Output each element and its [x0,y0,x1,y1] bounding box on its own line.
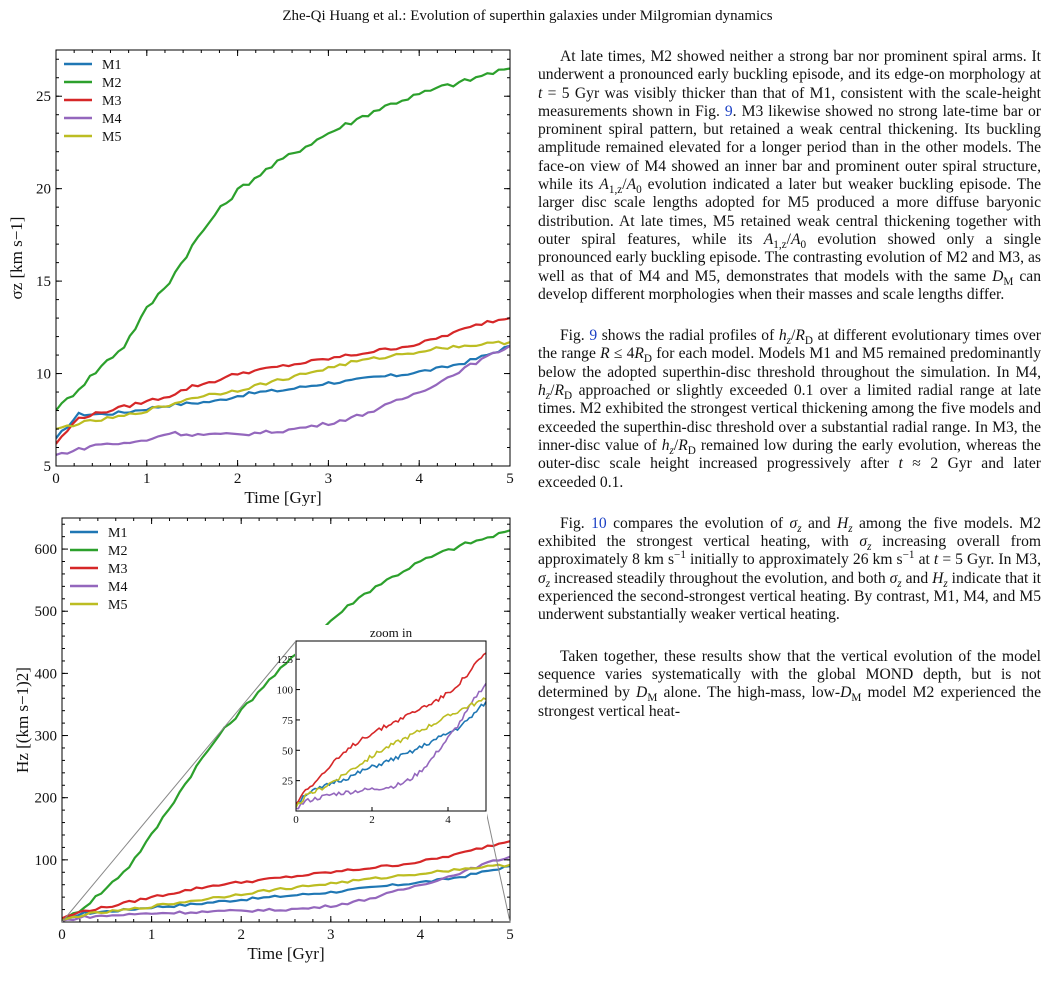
text-run: 0 [636,184,642,197]
text-run: / [673,436,679,454]
y-tick-label: 600 [34,542,57,559]
text-run: R [678,436,688,454]
text-run: at [914,551,934,569]
inset-y-tick-label: 50 [282,745,293,758]
legend-label-m4: M4 [102,112,122,127]
x-axis-label: Time [Gyr] [247,944,325,963]
text-run: z [867,541,872,554]
series-line-m2 [56,69,510,411]
inset-x-tick-label: 4 [445,814,451,826]
paragraph-heating [538,515,1041,625]
text-run: shows the radial profiles of [597,327,779,345]
text-run: h [778,327,787,345]
x-tick-label: 3 [327,927,335,943]
figure-10 [0,36,525,994]
plot-frame [56,50,510,466]
text-run: H [836,514,849,532]
text-run: A [599,176,609,194]
text-run: 0 [800,239,807,252]
inset-y-tick-label: 75 [282,714,293,727]
text-run: R [554,382,565,400]
text-run: increased steadily throughout the evolution, and both [550,569,890,587]
y-tick-label: 15 [36,274,51,291]
text-run: R [634,345,644,363]
legend-label-m4: M4 [108,580,128,595]
series-line-m5 [56,342,510,429]
text-run: R [600,345,610,363]
paragraph-scale-height [538,327,1041,492]
x-tick-label: 4 [416,927,425,943]
sigma-z-chart [0,36,525,506]
text-run: z [848,522,853,535]
text-run: R [795,327,805,345]
text-run: evolution indicated a later but weaker buckling episode. The larger disc scale lengths adopted for M5 produced a more diffuse baryonic distribution. At late times, M5 retained weak central thickening together with outer spiral features, while its [538,176,1041,248]
text-run: indicate that it experienced the second-strongest vertical heating. By contrast, M1, M4, and M5 underwent substantially weaker vertical heating. [538,569,1041,624]
x-tick-label: 0 [58,927,66,943]
x-tick-label: 3 [324,471,333,487]
text-run: D [636,684,648,702]
inset-x-tick-label: 2 [369,814,375,826]
text-run: increasing overall from approximately 8 km s [538,533,1041,569]
text-run: remained low during the early evolution, whereas the outer-disc scale height increased progressively after [538,436,1041,473]
text-run: for each model. Models M1 and M5 remained predominantly below the adopted superthin-disc threshold throughout the simulation. In M4, [538,345,1042,381]
text-run: alone. The high-mass, low- [657,684,841,702]
text-column [538,48,1041,744]
text-run: = 5 Gyr. In M3, [938,551,1041,569]
text-run: D [643,353,653,366]
inset-y-tick-label: 100 [276,684,293,697]
y-tick-label: 300 [34,728,57,745]
text-run: D [687,445,696,458]
text-run: M [647,692,658,705]
legend-label-m1: M1 [102,58,122,73]
legend-label-m1: M1 [108,526,128,541]
series-line-m3 [62,841,510,918]
inset-y-tick-label: 125 [276,654,293,667]
text-run: h [661,436,670,454]
text-run: z [797,522,802,535]
text-run: / [622,176,627,194]
inset-title: zoom in [369,625,413,640]
text-run: σ [859,533,868,551]
text-run: ≤ 4 [609,345,635,363]
paragraph-morphology [538,48,1041,304]
text-run: at different evolutionary times over the range [538,327,1041,363]
series-line-m1 [56,346,510,439]
text-run: . M3 likewise showed no strong late-time bar or prominent spiral pattern, but retained a weak central thickening. Its buckling amplitude remained elevated for a longer period than in the other models. The face-on view of M4 showed an inner bar and prominent outer spiral structure, while its [538,102,1041,194]
text-run: 1,z [773,239,787,252]
text-run: t [898,455,903,473]
text-run: z [943,577,948,590]
y-tick-label: 20 [36,181,51,198]
text-run: compares the evolution of [606,514,790,532]
text-run: evolution showed only a single pronounced early buckling episode. The contrasting evolution of M2 and M3, as well as that of M4 and M5, demonstrates that models with the same [538,230,1041,285]
series-line-m4 [56,346,510,455]
text-run: z [897,577,902,590]
running-title: Zhe-Qi Huang et al.: Evolution of superthin galaxies under Milgromian dynamics [282,8,773,24]
x-axis-label: Time [Gyr] [244,488,322,506]
y-tick-label: 5 [43,459,51,475]
x-tick-label: 5 [506,927,514,943]
y-axis-label: σz [km s−1] [7,216,26,300]
text-run: / [550,382,555,400]
text-run: z [786,335,792,348]
legend-label-m2: M2 [102,76,122,91]
hz-chart [0,510,525,980]
text-run: t [538,84,543,102]
inset-y-tick-label: 25 [282,775,293,788]
text-run: / [791,327,796,345]
y-tick-label: 10 [36,366,51,383]
text-run: D [840,684,852,702]
text-run: z [545,390,551,403]
text-run: initially to approximately 26 km s [685,551,903,569]
text-run: M [1003,275,1014,288]
legend-label-m3: M3 [108,562,128,577]
text-run: −1 [674,549,686,562]
text-run: D [564,390,573,403]
legend-label-m5: M5 [102,130,122,145]
x-tick-label: 2 [233,471,242,487]
text-run: σ [538,569,546,587]
text-run: At late times, M2 showed neither a strong bar nor prominent spiral arms. It underwent a pronounced early buckling episode, and its edge-on morphology at [538,48,1041,84]
text-run: and [801,514,837,532]
y-tick-label: 200 [34,790,57,807]
text-run: M [851,692,862,705]
text-run: ≈ 2 Gyr and later exceeded 0.1. [538,455,1041,491]
text-run: h [538,382,546,400]
x-tick-label: 1 [143,471,151,487]
legend-label-m2: M2 [108,544,128,559]
text-run: can develop different morphologies when their masses and scale lengths differ. [538,267,1041,303]
paragraph-conclusion [538,648,1041,721]
figure-ref-link[interactable]: 9 [724,102,733,120]
figure-ref-link[interactable]: 9 [589,327,598,345]
text-run: t [933,551,939,569]
text-run: and [901,569,933,587]
x-tick-label: 5 [506,471,514,487]
legend-label-m5: M5 [108,598,128,613]
text-run: A [763,230,774,248]
text-run: / [786,230,791,248]
text-run: z [545,577,551,590]
text-run: A [791,230,801,248]
figure-ref-link[interactable]: 10 [591,514,607,532]
y-tick-label: 500 [34,604,57,621]
text-run: z [669,445,674,458]
text-run: D [804,335,814,348]
x-tick-label: 1 [147,927,156,943]
y-axis-label: Hz [(km s−1)2] [13,667,32,773]
text-run: A [626,176,637,194]
legend-label-m3: M3 [102,94,122,109]
text-run: among the five models. M2 exhibited the strongest vertical heating, with [538,514,1042,551]
text-run: Taken together, these results show that the vertical evolution of the model sequence varies systematically with the global MOND depth, but is not determined by [538,647,1041,702]
text-run: σ [889,569,898,587]
x-tick-label: 0 [52,471,60,487]
y-tick-label: 25 [36,89,51,106]
text-run: D [992,267,1004,285]
y-tick-label: 100 [34,852,57,869]
text-run: H [932,569,944,587]
inset-x-tick-label: 0 [293,814,299,826]
x-tick-label: 2 [237,927,245,943]
text-run: σ [789,514,798,532]
text-run: −1 [902,549,915,562]
text-run: Fig. [560,514,592,532]
y-tick-label: 400 [34,666,57,683]
text-run: = 5 Gyr was visibly thicker than that of M1, consistent with the scale-height measurements shown in Fig. [538,84,1041,120]
text-run: Fig. [560,327,590,345]
text-run: 1,z [608,184,623,197]
text-run: approached or slightly exceeded 0.1 over a limited radial range at late times. M2 exhibited the strongest vertical thickening among the five models and exceeded the superthin-disc threshold over a substantial radial range. In M3, the inner-disc value of [538,382,1041,454]
x-tick-label: 4 [415,471,423,487]
text-run: model M2 experienced the strongest vertical heat- [538,684,1041,720]
